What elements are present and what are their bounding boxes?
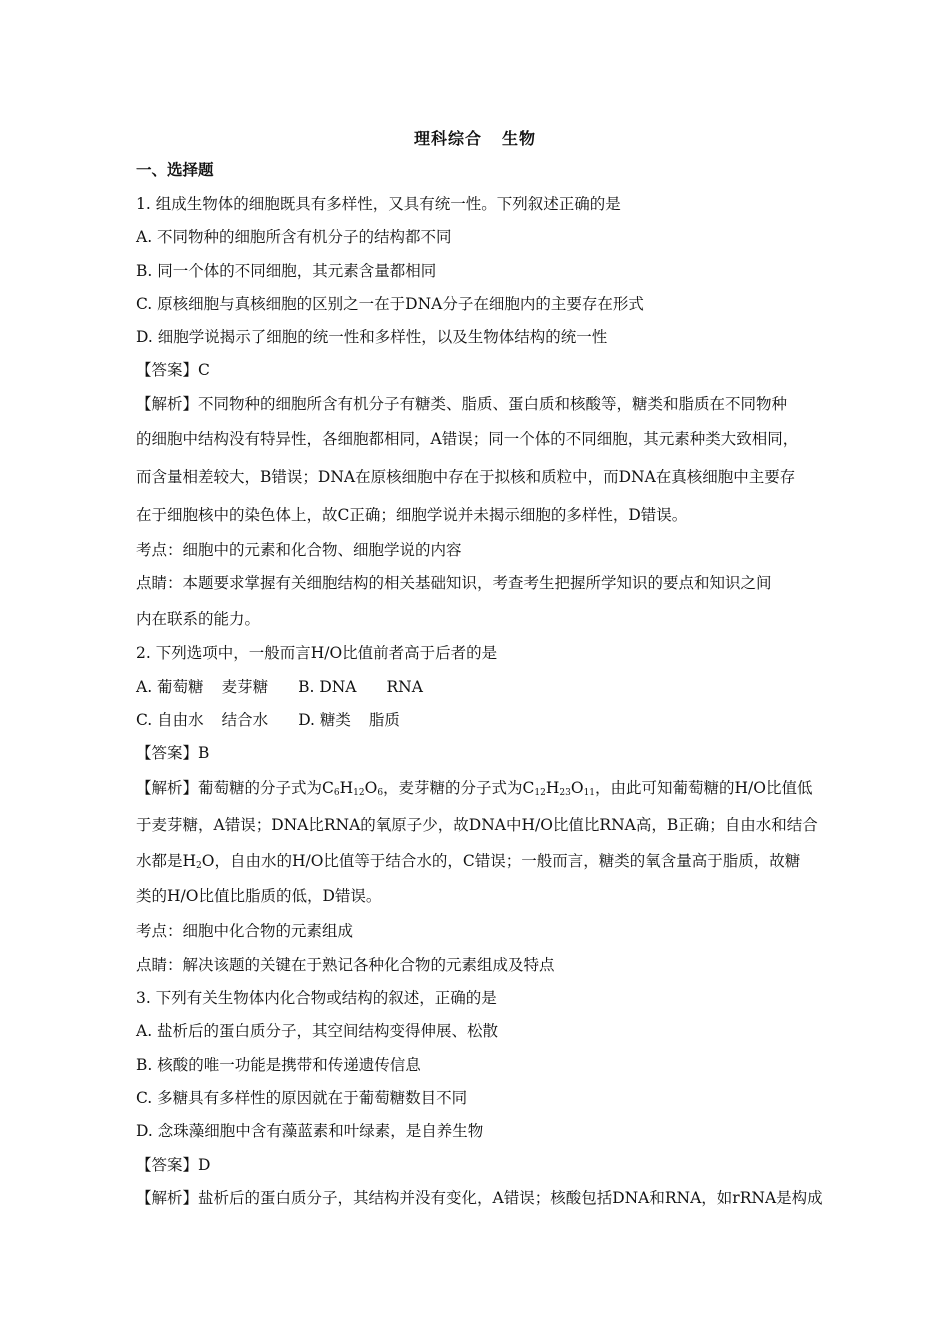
q1-option-c: C. 原核细胞与真核细胞的区别之一在于DNA分子在细胞内的主要存在形式 (136, 295, 644, 313)
q2-option-d-value: 脂质 (368, 711, 400, 729)
q2-key-point: 考点：细胞中化合物的元素组成 (136, 922, 354, 940)
formula-atom: O (364, 779, 378, 797)
q1-analysis-line: 在于细胞核中的染色体上，故C正确；细胞学说并未揭示细胞的多样性，D错误。 (136, 506, 688, 524)
q2-answer: 【答案】B (136, 744, 210, 762)
subscript: 6 (333, 788, 340, 798)
q2-analysis-line: 于麦芽糖，A错误；DNA比RNA的氧原子少，故DNA中H/O比值比RNA高，B正确；自由水和结合 (136, 816, 818, 834)
q2-options-cd (136, 710, 826, 730)
q2-option-c-value: 结合水 (221, 711, 269, 729)
subscript: 6 (377, 788, 384, 798)
q2-option-b-value: RNA (386, 678, 423, 696)
analysis-text: 水都是H (136, 852, 197, 870)
q1-option-b: B. 同一个体的不同细胞，其元素含量都相同 (136, 262, 437, 280)
q1-option-d: D. 细胞学说揭示了细胞的统一性和多样性，以及生物体结构的统一性 (136, 328, 608, 346)
section-heading: 一、选择题 (136, 160, 214, 179)
analysis-text: ，麦芽糖的分子式为C (383, 779, 535, 797)
q1-analysis-line: 而含量相差较大，B错误；DNA在原核细胞中存在于拟核和质粒中，而DNA在真核细胞中主要存 (136, 468, 796, 486)
subscript: 23 (559, 788, 571, 798)
q2-option-b-label: B. DNA (298, 678, 357, 696)
q3-answer: 【答案】D (136, 1156, 211, 1174)
q3-option-b: B. 核酸的唯一功能是携带和传递遗传信息 (136, 1056, 421, 1074)
q1-analysis-line: 【解析】不同物种的细胞所含有机分子有糖类、脂质、蛋白质和核酸等，糖类和脂质在不同物种 (136, 395, 788, 413)
q3-option-c: C. 多糖具有多样性的原因就在于葡萄糖数目不同 (136, 1089, 468, 1107)
subscript: 2 (196, 861, 202, 871)
subscript: 12 (353, 788, 365, 798)
q1-option-a: A. 不同物种的细胞所含有机分子的结构都不同 (136, 228, 452, 246)
q2-option-c-label: C. 自由水 (136, 711, 204, 729)
analysis-text: O，自由水的H/O比值等于结合水的，C错误；一般而言，糖类的氧含量高于脂质，故糖 (201, 852, 801, 870)
q1-comment-line: 内在联系的能力。 (136, 610, 261, 628)
title-topic: 生物 (502, 129, 537, 148)
q2-comment: 点睛：解决该题的关键在于熟记各种化合物的元素组成及特点 (136, 956, 555, 974)
q1-comment-line: 点睛：本题要求掌握有关细胞结构的相关基础知识，考查考生把握所学知识的要点和知识之间 (136, 574, 772, 592)
subscript: 11 (583, 788, 596, 798)
q3-stem: 3. 下列有关生物体内化合物或结构的叙述，正确的是 (136, 989, 497, 1007)
q1-analysis-line: 的细胞中结构没有特异性，各细胞都相同，A错误；同一个体的不同细胞，其元素种类大致相同， (136, 430, 799, 448)
q3-option-a: A. 盐析后的蛋白质分子，其空间结构变得伸展、松散 (136, 1022, 499, 1040)
q1-answer: 【答案】C (136, 361, 210, 379)
q1-key-point: 考点：细胞中的元素和化合物、细胞学说的内容 (136, 541, 462, 559)
q2-options-ab (136, 677, 826, 697)
analysis-text: ，由此可知葡萄糖的H/O比值低 (595, 779, 813, 797)
q2-option-a-label: A. 葡萄糖 (136, 678, 204, 696)
q2-analysis-line (136, 778, 826, 803)
q2-analysis-line: 类的H/O比值比脂质的低，D错误。 (136, 887, 382, 905)
q2-option-d-label: D. 糖类 (298, 711, 351, 729)
analysis-text: 【解析】葡萄糖的分子式为C (136, 779, 334, 797)
q2-analysis-line (136, 851, 826, 876)
q1-stem: 1. 组成生物体的细胞既具有多样性，又具有统一性。下列叙述正确的是 (136, 195, 621, 213)
q2-option-a-value: 麦芽糖 (221, 678, 269, 696)
formula-atom: H (339, 779, 354, 797)
q3-option-d: D. 念珠藻细胞中含有藻蓝素和叶绿素，是自养生物 (136, 1122, 484, 1140)
q3-analysis-line: 【解析】盐析后的蛋白质分子，其结构并没有变化，A错误；核酸包括DNA和RNA，如rRNA是构成 (136, 1189, 823, 1207)
q2-stem: 2. 下列选项中，一般而言H/O比值前者高于后者的是 (136, 644, 498, 662)
title-subject: 理科综合 (413, 129, 482, 148)
subscript: 12 (534, 788, 546, 798)
formula-atom: O (570, 779, 584, 797)
formula-atom: H (545, 779, 560, 797)
page-title (0, 126, 950, 149)
